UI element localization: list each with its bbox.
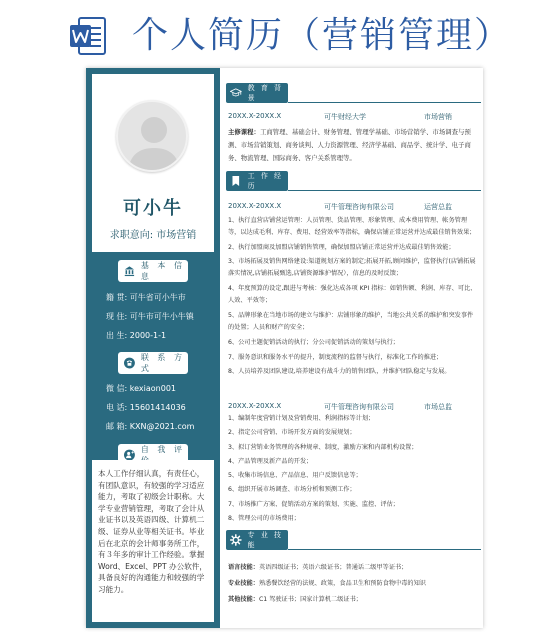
- contact-phone: 电 话: 15601414036: [106, 403, 186, 412]
- list-item: 1、编制年度营销计划及营销费用、利润指标等计划；: [228, 415, 375, 422]
- info-hometown: 籍 贯: 可牛省可小牛市: [106, 293, 186, 302]
- list-item: 7、市场推广方案、促销活动方案的策划、实施、监控、评估；: [228, 500, 399, 508]
- main-content: [224, 68, 483, 628]
- avatar: [116, 100, 188, 172]
- skill-other: [228, 594, 479, 603]
- page-title: 个人简历（营销管理）: [132, 15, 513, 56]
- skill-label: 语言技能：: [228, 564, 259, 571]
- candidate-name: 可小牛: [123, 198, 183, 219]
- experience-heading: [226, 171, 288, 191]
- skill-language: [228, 562, 479, 571]
- courses-text: 工商管理、基础会计、财务管理、管理学基础、市场营销学、市场调查与预测、市场营销策划、商务谈判、人力资源管理、经济学基础、商品学、统计学、电子商务、物流管理、国际商务、客户关系管理等。: [228, 128, 471, 162]
- skills-divider: [288, 549, 481, 550]
- contact-wechat: 微 信: kexiaon001: [106, 384, 177, 393]
- bank-icon: [124, 264, 135, 278]
- education-major: 市场营销: [424, 113, 452, 121]
- skill-label: 专业技能：: [228, 580, 259, 587]
- experience-title: 工 作 经 历: [247, 172, 284, 190]
- basic-info-heading: [118, 260, 188, 282]
- skills-heading: [226, 530, 288, 550]
- skill-value: 英语四级证书；英语六级证书；普通话二级甲等证书；: [258, 564, 408, 571]
- person-silhouette-icon: [118, 102, 188, 172]
- list-item: 4、产品管理及新产品的开发；: [228, 457, 313, 465]
- graduation-cap-icon: [230, 86, 242, 100]
- list-item: 1、执行直营店铺营运管理：人员管理、货品管理、形象管理、成本费用管理、帐务管理等，以达成毛利、库存、费用、经营效率等指标，确保店铺正常运营并达成最佳销售效果；: [228, 217, 476, 236]
- skills-title: 专 业 技 能: [247, 531, 284, 549]
- resume-page: [86, 68, 483, 628]
- skill-value: C1 驾驶证书；国家计算机二级证书；: [258, 596, 362, 603]
- info-birth: 出 生: 2000-1-1: [106, 331, 167, 340]
- education-courses: [228, 126, 479, 165]
- list-item: 5、收集市场信息、产品信息、用户反馈信息等；: [228, 472, 362, 480]
- list-item: 8、人员培养及团队建设,培养建设有战斗力的销售团队，并维护团队稳定与发展。: [228, 367, 451, 375]
- contact-email: 邮 箱: KXN@2021.com: [106, 422, 195, 431]
- list-item: 3、市场拓展及销售网络建设:渠道规划方案的制定;拓展开拓,顾问维护，监督执行(店铺拓展落实情况,店铺拓展甄选,店铺资源维护情况），信息的及时反馈；: [228, 258, 476, 278]
- info-residence: 现 住: 可牛市可牛小牛镇: [106, 312, 194, 321]
- contact-heading: [118, 352, 188, 374]
- list-item: 2、执行加盟商及加盟店铺销售管理，确保加盟店铺正常运营并达成最佳销售效能；: [228, 244, 455, 251]
- education-school: 可牛财经大学: [324, 113, 366, 121]
- job-1-company: 可牛管理咨询有限公司: [324, 203, 394, 211]
- word-doc-icon: [70, 16, 106, 56]
- job-1-duties: [228, 214, 479, 379]
- education-period: 20XX.X-20XX.X: [228, 112, 282, 120]
- document-header: [0, 0, 560, 66]
- job-1-role: 运营总监: [424, 203, 452, 211]
- education-divider: [288, 102, 481, 103]
- sidebar: [86, 68, 220, 628]
- list-item: 8、管理公司的市场费用；: [228, 515, 300, 523]
- job-intent: 求职意向: 市场营销: [109, 230, 197, 241]
- evaluation-title: 自 我 评: [140, 445, 185, 454]
- gear-icon: [230, 533, 242, 547]
- job-2-company: 可牛管理咨询有限公司: [324, 403, 394, 411]
- bookmark-icon: [230, 174, 242, 188]
- job-2-period: 20XX.X-20XX.X: [228, 402, 282, 410]
- education-title: 教 育 背 景: [247, 84, 284, 102]
- name-block: [92, 186, 214, 252]
- list-item: 3、拟订营销业务管理的各种规章、制度，激励方案和内部机构设置；: [228, 443, 418, 451]
- list-item: 7、服务意识和服务水平的提升，制度流程的监督与执行，标准化工作的推进；: [228, 353, 443, 361]
- experience-divider: [288, 190, 481, 191]
- evaluation-text: 本人工作仔细认真，有责任心，有团队意识，有较强的学习适应能力，考取了初级会计职称。大学专业营销管理，考取了会计从业证书以及英语四级、计算机二级、证券从业等相关证书。毕业后在北京的会计师事务所工作，有３年多的审计工作经验。掌握 Word、Excel、PPT 办公软件，具备良好的沟通能力和较强的学习能力。: [92, 460, 214, 622]
- list-item: 6、组织开展市场调查、市场分析和预测工作；: [228, 486, 356, 494]
- phone-icon: [124, 356, 135, 370]
- list-item: 5、品牌形象在当地市场的建立与维护：店铺形象的维护，当地公共关系的维护和突发事件的处置；人员和财产的安全；: [228, 312, 474, 332]
- contact-title: 联 系 方 式: [140, 353, 185, 373]
- education-heading: [226, 83, 288, 103]
- courses-label: 主修课程：: [228, 128, 260, 136]
- list-item: 4、年度预算的设定,跟进与考核：强化达成各项 KPI 指标：如销售额、利润、库存、可比、人效、平效等；: [228, 285, 477, 305]
- list-item: 2、指定公司营销、市场开发方面的发展规划；: [228, 429, 356, 437]
- job-2-duties: [228, 412, 479, 526]
- basic-info-title: 基 本 信 息: [140, 261, 185, 281]
- skill-professional: [228, 578, 479, 587]
- job-1-period: 20XX.X-20XX.X: [228, 202, 282, 210]
- skill-value: 熟悉餐饮经营的法规、政策，食品卫生和预防食物中毒的知识: [258, 580, 426, 587]
- list-item: 6、公司主题促销活动的执行；分公司促销活动的策划与执行；: [228, 339, 399, 347]
- job-2-role: 市场总监: [424, 403, 452, 411]
- skill-label: 其他技能：: [228, 596, 259, 603]
